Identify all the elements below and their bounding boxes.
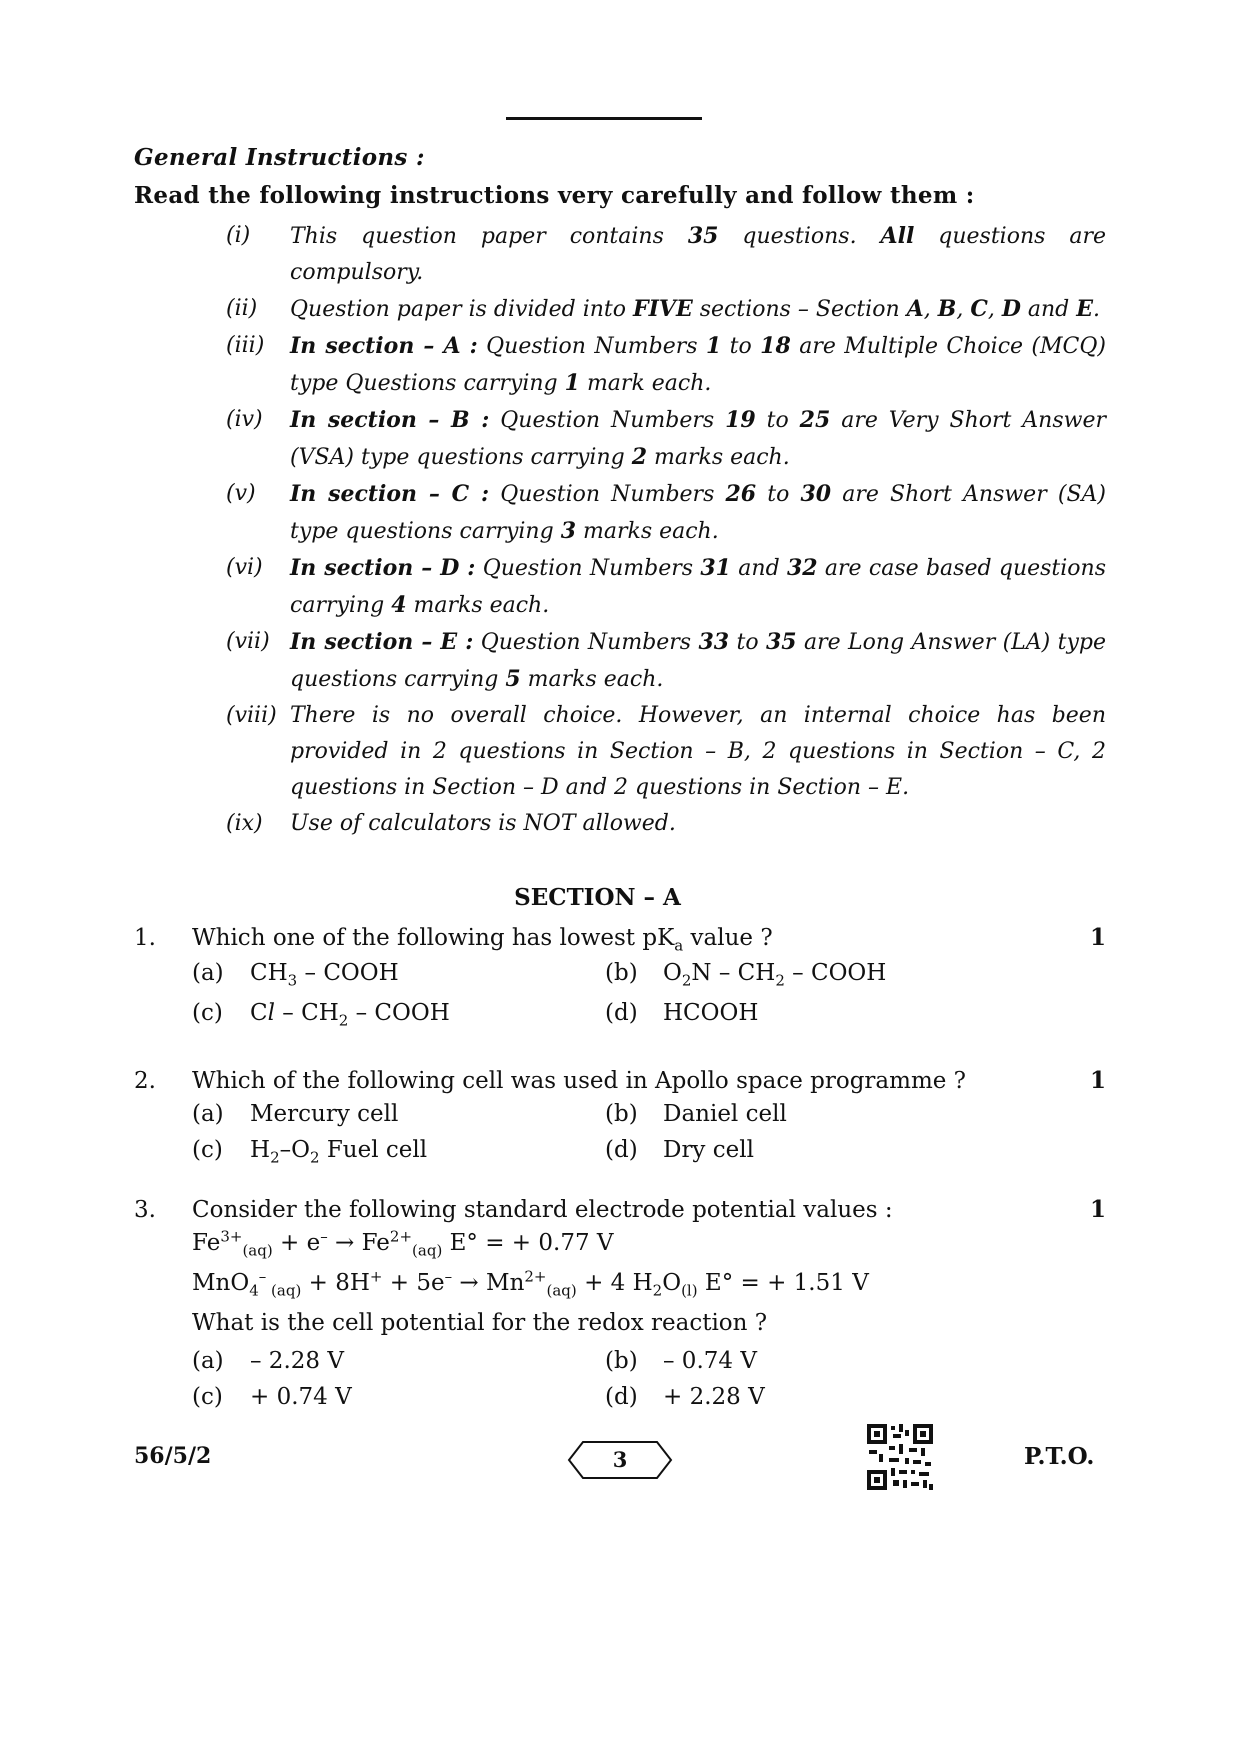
instruction-text: Question paper is divided into FIVE sections – Section A, B, C, D and E. xyxy=(290,296,1101,322)
instruction-number: (ix) xyxy=(226,811,263,836)
question-number: 3. xyxy=(134,1197,156,1223)
option-b: (b) – 0.74 V xyxy=(605,1348,757,1374)
instruction-item xyxy=(226,218,1106,291)
instructions-title: General Instructions : xyxy=(134,144,425,171)
qr-code-icon xyxy=(867,1424,933,1490)
instruction-item xyxy=(226,291,1106,328)
option-b: (b) $O_2N - CH_2$ – COOH xyxy=(605,960,887,990)
instruction-text: In section – E : Question Numbers 33 to 35 are Long Answer (LA) type questions carrying 5 marks each. xyxy=(290,629,1107,692)
question-marks: 1 xyxy=(1089,1196,1106,1223)
instruction-item xyxy=(226,476,1106,550)
section-title: SECTION – A xyxy=(514,884,681,911)
pto-label: P.T.O. xyxy=(1024,1443,1095,1470)
option-d: (d) Dry cell xyxy=(605,1137,754,1163)
instruction-item xyxy=(226,402,1106,476)
question-text: Consider the following standard electrode potential values : xyxy=(192,1197,893,1223)
option-b: (b) Daniel cell xyxy=(605,1101,787,1127)
instruction-text: In section – D : Question Numbers 31 and 32 are case based questions carrying 4 marks each. xyxy=(290,555,1107,618)
question-number: 1. xyxy=(134,925,156,951)
instruction-number: (viii) xyxy=(226,703,277,728)
half-reaction-1: $Fe^{3+}_{(aq)} + e^- \to Fe^{2+}_{(aq)}$ E° = + 0.77 V xyxy=(192,1227,614,1260)
question-text: Which one of the following has lowest $pK_a$ value ? xyxy=(192,925,773,955)
half-reaction-2: MnO$_4$– $_{(aq)} + 8H^+ + 5e^- \to Mn^{2+}_{(aq)} + 4$ $H_2O_{(l)}$ E° = + 1.51 V xyxy=(192,1267,869,1300)
instruction-text: This question paper contains 35 questions. All questions are compulsory. xyxy=(290,223,1107,285)
instruction-item xyxy=(226,698,1106,806)
instruction-item xyxy=(226,624,1106,698)
question-subtext: What is the cell potential for the redox reaction ? xyxy=(192,1310,768,1336)
question-1 xyxy=(134,924,1106,1031)
instruction-number: (vii) xyxy=(226,629,270,654)
option-d: (d) + 2.28 V xyxy=(605,1384,765,1410)
instruction-text: In section – B : Question Numbers 19 to 25 are Very Short Answer (VSA) type questions carrying 2 marks each. xyxy=(290,407,1107,470)
question-number: 2. xyxy=(134,1068,156,1094)
instruction-text: In section – A : Question Numbers 1 to 18 are Multiple Choice (MCQ) type Questions carrying 1 mark each. xyxy=(290,333,1106,396)
option-a: (a) $CH_3$ – COOH xyxy=(192,960,399,990)
top-rule xyxy=(506,117,702,120)
instructions-list xyxy=(226,218,1106,842)
question-3 xyxy=(134,1196,1106,1415)
instruction-number: (i) xyxy=(226,223,251,248)
instruction-number: (v) xyxy=(226,481,256,506)
question-text: Which of the following cell was used in Apollo space programme ? xyxy=(192,1068,967,1094)
instruction-number: (iii) xyxy=(226,333,265,358)
instructions-lead: Read the following instructions very carefully and follow them : xyxy=(134,182,975,209)
instruction-text: In section – C : Question Numbers 26 to 30 are Short Answer (SA) type questions carrying 3 marks each. xyxy=(290,481,1106,544)
paper-code: 56/5/2 xyxy=(134,1443,212,1469)
instruction-text: Use of calculators is NOT allowed. xyxy=(290,811,676,836)
instruction-number: (vi) xyxy=(226,555,263,580)
instruction-item xyxy=(226,328,1106,402)
page-number: 3 xyxy=(567,1440,673,1480)
option-a: (a) – 2.28 V xyxy=(192,1348,344,1374)
question-marks: 1 xyxy=(1089,924,1106,951)
question-2 xyxy=(134,1067,1106,1168)
instruction-text: There is no overall choice. However, an internal choice has been provided in 2 questions in Section – B, 2 questions in Section – C, 2 questions in Section – D and 2 questions in Section – E. xyxy=(290,703,1106,800)
instruction-number: (ii) xyxy=(226,296,258,321)
option-c: (c) Cl – $CH_2$ – COOH xyxy=(192,1000,450,1030)
option-a: (a) Mercury cell xyxy=(192,1101,399,1127)
question-marks: 1 xyxy=(1089,1067,1106,1094)
instruction-number: (iv) xyxy=(226,407,263,432)
option-c: (c) + 0.74 V xyxy=(192,1384,352,1410)
instruction-item xyxy=(226,806,1106,842)
option-c: (c) $H_2-O_2$ Fuel cell xyxy=(192,1137,428,1167)
instruction-item xyxy=(226,550,1106,624)
option-d: (d) HCOOH xyxy=(605,1000,759,1026)
